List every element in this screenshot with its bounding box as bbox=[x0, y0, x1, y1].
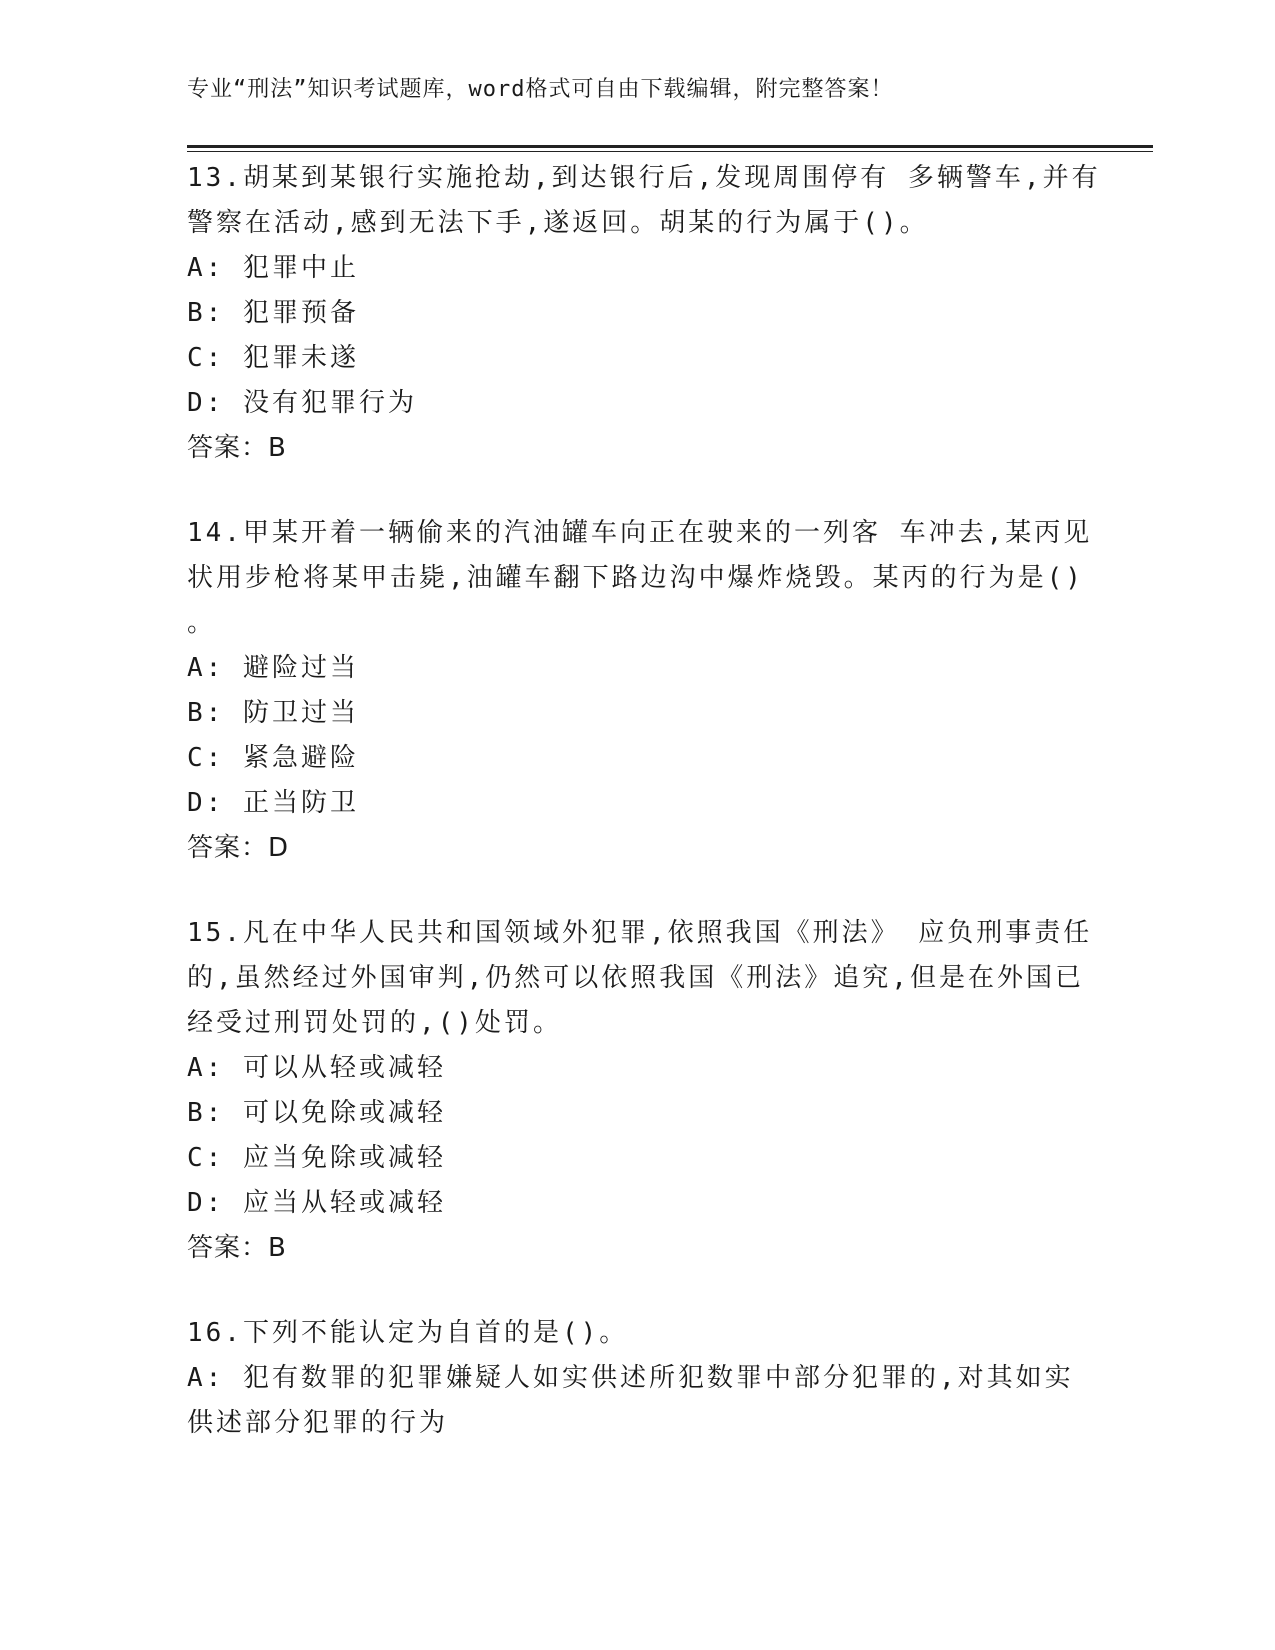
answer-option: A: 犯罪中止 bbox=[187, 253, 359, 283]
question-stem-line: 14.甲某开着一辆偷来的汽油罐车向正在驶来的一列客 车冲去,某丙见 bbox=[187, 518, 1093, 548]
answer-option: D: 应当从轻或减轻 bbox=[187, 1188, 446, 1218]
question-stem-line: 16.下列不能认定为自首的是()。 bbox=[187, 1318, 629, 1348]
answer-option: B: 犯罪预备 bbox=[187, 298, 359, 328]
answer-option: D: 正当防卫 bbox=[187, 788, 359, 818]
question-stem-line: 的,虽然经过外国审判,仍然可以依照我国《刑法》追究,但是在外国已 bbox=[187, 963, 1084, 993]
question-list bbox=[187, 156, 1101, 1486]
question-block bbox=[187, 1311, 1087, 1446]
answer-option: C: 犯罪未遂 bbox=[187, 343, 359, 373]
question-stem-line: 警察在活动,感到无法下手,遂返回。胡某的行为属于()。 bbox=[187, 208, 929, 238]
page-header: 专业“刑法”知识考试题库，word格式可自由下载编辑，附完整答案！ bbox=[187, 77, 894, 102]
answer-option: A: 可以从轻或减轻 bbox=[187, 1053, 446, 1083]
question-block bbox=[187, 156, 1101, 471]
answer-option: B: 可以免除或减轻 bbox=[187, 1098, 446, 1128]
answer-option: 供述部分犯罪的行为 bbox=[187, 1408, 449, 1438]
question-stem-line: 。 bbox=[187, 608, 217, 638]
question-stem-line: 15.凡在中华人民共和国领域外犯罪,依照我国《刑法》 应负刑事责任 bbox=[187, 918, 1093, 948]
question-block bbox=[187, 911, 1093, 1271]
answer-key: 答案：B bbox=[187, 1233, 287, 1263]
question-stem-line: 经受过刑罚处罚的,()处罚。 bbox=[187, 1008, 562, 1038]
question-stem-line: 13.胡某到某银行实施抢劫,到达银行后,发现周围停有 多辆警车,并有 bbox=[187, 163, 1101, 193]
answer-key: 答案：D bbox=[187, 833, 290, 863]
answer-option: C: 应当免除或减轻 bbox=[187, 1143, 446, 1173]
header-rule-thin bbox=[187, 151, 1153, 152]
answer-option: D: 没有犯罪行为 bbox=[187, 388, 417, 418]
question-stem-line: 状用步枪将某甲击毙,油罐车翻下路边沟中爆炸烧毁。某丙的行为是() bbox=[187, 563, 1084, 593]
answer-option: B: 防卫过当 bbox=[187, 698, 359, 728]
answer-option: A: 避险过当 bbox=[187, 653, 359, 683]
answer-option: C: 紧急避险 bbox=[187, 743, 359, 773]
answer-option: A: 犯有数罪的犯罪嫌疑人如实供述所犯数罪中部分犯罪的,对其如实 bbox=[187, 1363, 1074, 1393]
answer-key: 答案：B bbox=[187, 433, 287, 463]
question-block bbox=[187, 511, 1093, 871]
header-rule-thick bbox=[187, 145, 1153, 148]
